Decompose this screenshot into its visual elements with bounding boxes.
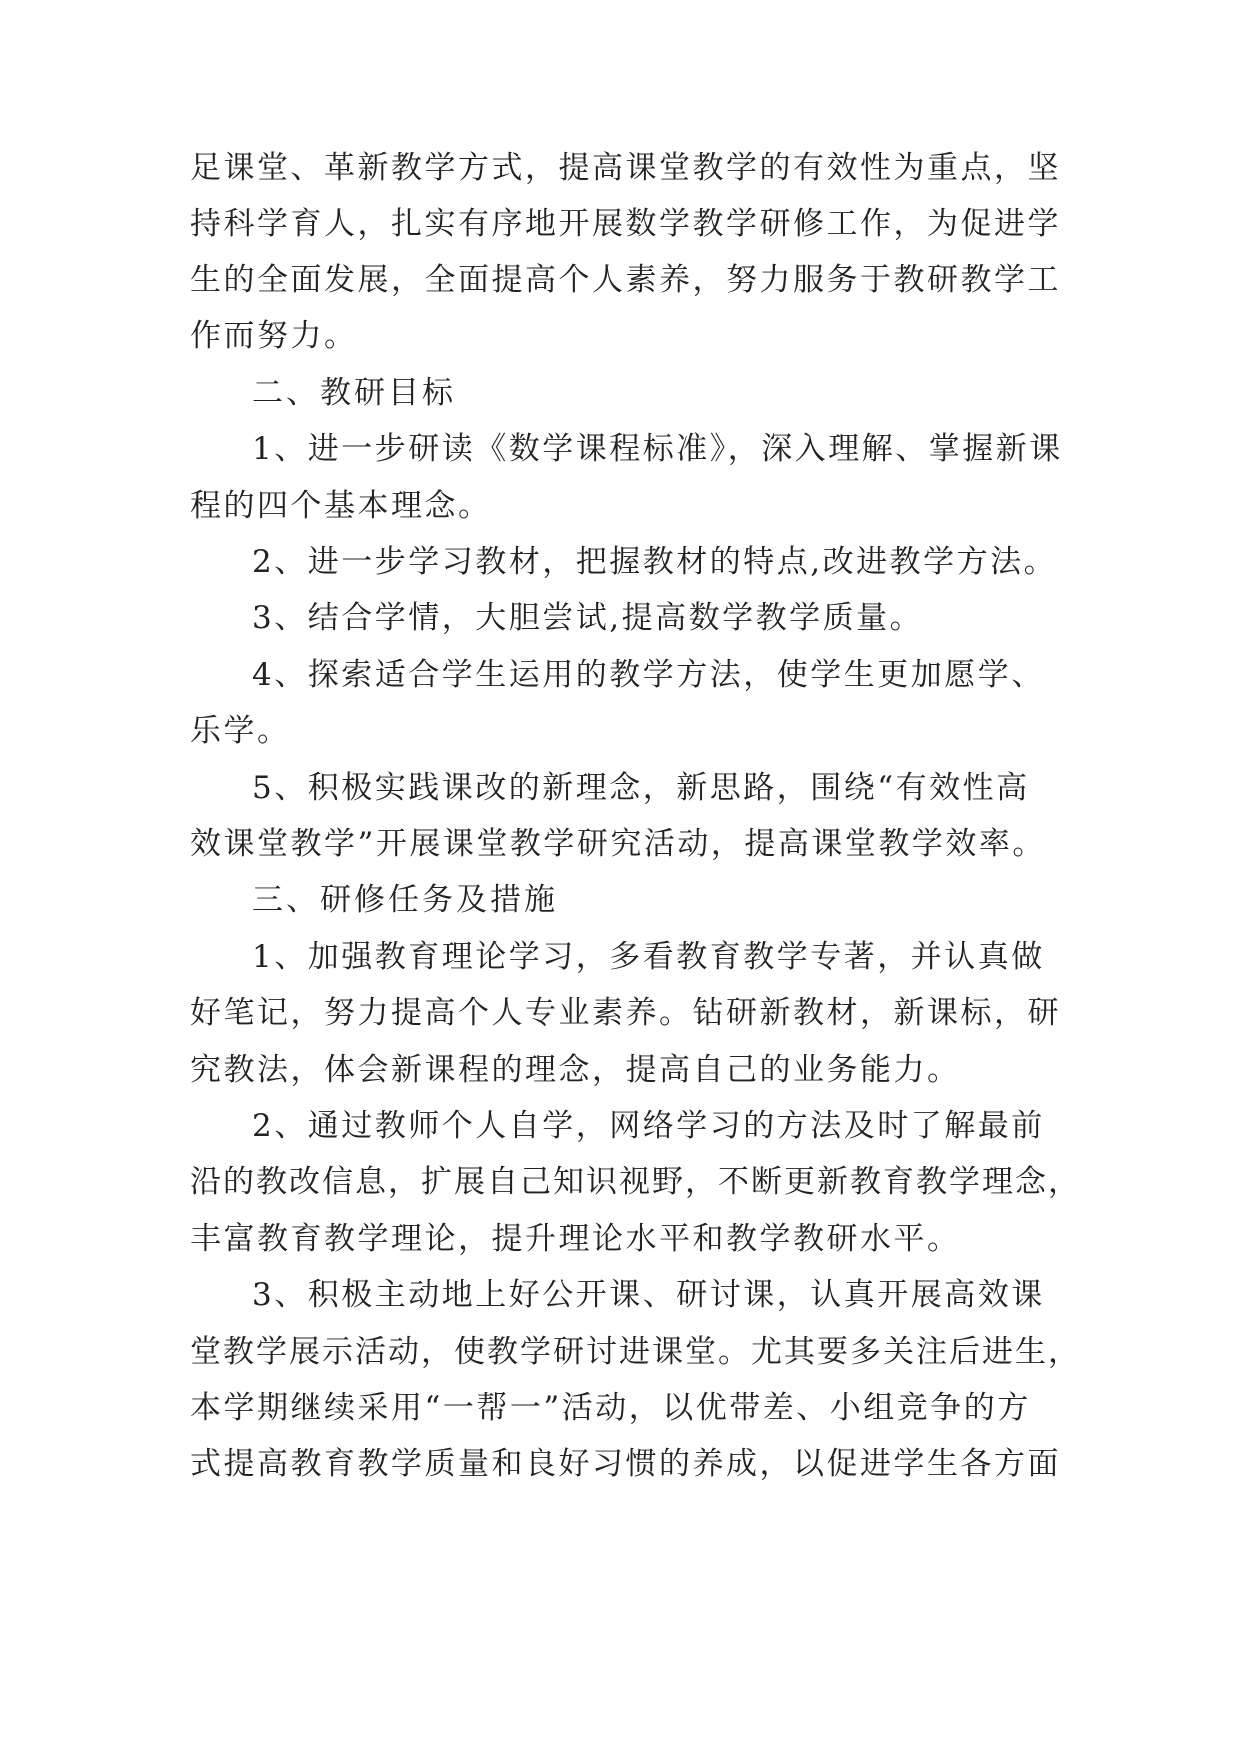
text-line: 式提高教育教学质量和良好习惯的养成，以促进学生各方面 [190, 1446, 1061, 1482]
text-line: 足课堂、革新教学方式，提高课堂教学的有效性为重点，坚 [190, 150, 1061, 186]
text-line: 本学期继续采用“一帮一”活动，以优带差、小组竞争的方 [190, 1390, 1031, 1426]
text-line: 1、加强教育理论学习，多看教育教学专著，并认真做 [252, 939, 1045, 975]
text-line: 作而努力。 [190, 318, 358, 354]
text-line: 1、进一步研读《数学课程标准》，深入理解、掌握新课 [252, 431, 1063, 467]
text-line: 3、积极主动地上好公开课、研讨课，认真开展高效课 [252, 1277, 1045, 1313]
text-line: 丰富教育教学理论，提升理论水平和教学教研水平。 [190, 1221, 961, 1257]
text-line: 生的全面发展，全面提高个人素养，努力服务于教研教学工 [190, 262, 1061, 298]
text-line: 持科学育人，扎实有序地开展数学教学研修工作，为促进学 [190, 206, 1061, 242]
text-line: 乐学。 [190, 713, 291, 749]
text-line: 堂教学展示活动，使教学研讨进课堂。尤其要多关注后进生， [190, 1334, 1081, 1370]
text-line: 4、探索适合学生运用的教学方法，使学生更加愿学、 [252, 657, 1045, 693]
text-line: 好笔记，努力提高个人专业素养。钻研新教材，新课标，研 [190, 995, 1061, 1031]
section-heading: 二、教研目标 [252, 375, 456, 411]
section-heading: 三、研修任务及措施 [252, 882, 558, 918]
text-line: 2、进一步学习教材，把握教材的特点,改进教学方法。 [252, 544, 1058, 580]
text-line: 5、积极实践课改的新理念，新思路，围绕“有效性高 [252, 770, 1030, 806]
text-line: 3、结合学情，大胆尝试,提高数学教学质量。 [252, 600, 924, 636]
text-line: 2、通过教师个人自学，网络学习的方法及时了解最前 [252, 1108, 1045, 1144]
text-line: 沿的教改信息，扩展自己知识视野，不断更新教育教学理念， [190, 1164, 1081, 1200]
text-line: 究教法，体会新课程的理念，提高自己的业务能力。 [190, 1052, 961, 1088]
text-line: 程的四个基本理念。 [190, 488, 492, 524]
text-line: 效课堂教学”开展课堂教学研究活动，提高课堂教学效率。 [190, 826, 1046, 862]
